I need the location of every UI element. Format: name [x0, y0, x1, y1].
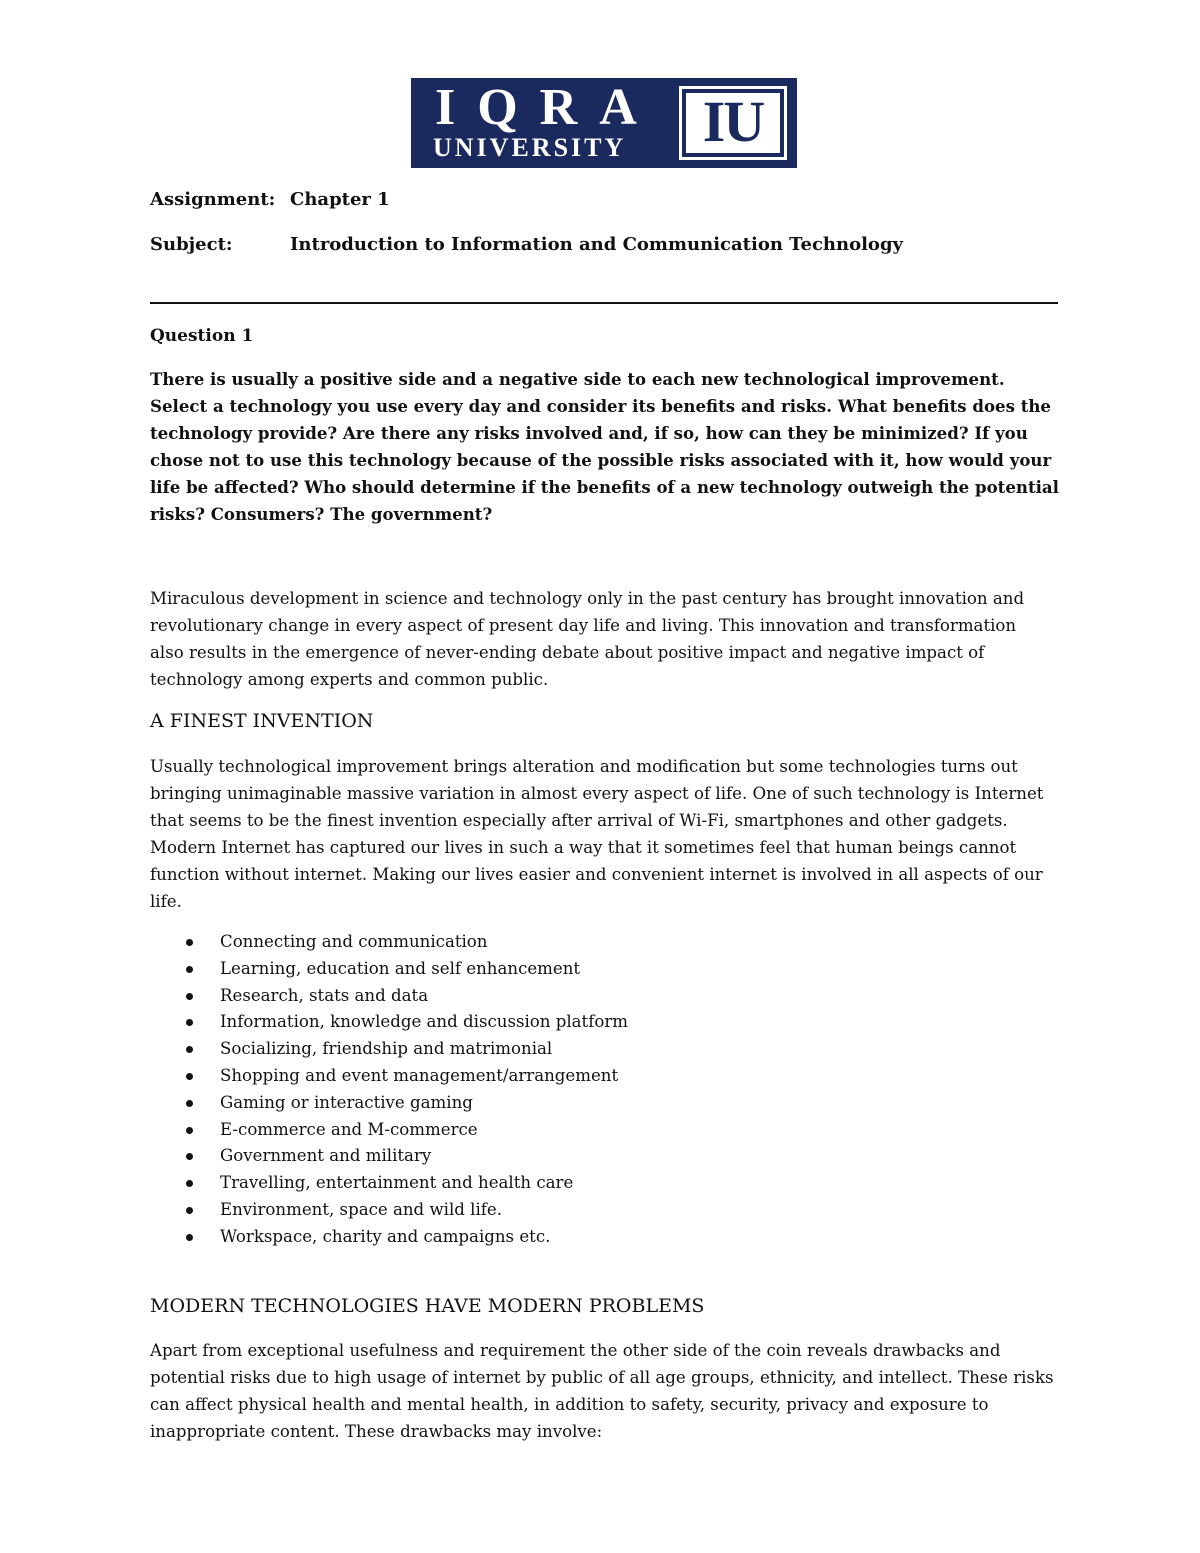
list-item: Travelling, entertainment and health care [150, 1170, 628, 1197]
bullet-icon [186, 966, 193, 973]
list-item: Learning, education and self enhancement [150, 956, 628, 983]
list-item: Shopping and event management/arrangement [150, 1063, 628, 1090]
bullet-icon [186, 1100, 193, 1107]
bullet-icon [186, 993, 193, 1000]
bullet-icon [186, 1153, 193, 1160]
list-item: Environment, space and wild life. [150, 1197, 628, 1224]
list-item: Government and military [150, 1143, 628, 1170]
university-logo [411, 78, 797, 168]
benefits-list [150, 929, 628, 1251]
subject-field [150, 233, 903, 257]
bullet-icon [186, 1046, 193, 1053]
section2-heading: MODERN TECHNOLOGIES HAVE MODERN PROBLEMS [150, 1295, 705, 1317]
section2-paragraph: Apart from exceptional usefulness and requirement the other side of the coin reveals drawbacks and potential risks due to high usage of internet by public of all age groups, ethnicity, and intellect. These risks can affect physical health and mental health, in addition to safety, security, privacy and exposure to inappropriate content. These drawbacks may involve: [150, 1341, 1054, 1441]
bullet-icon [186, 1234, 193, 1241]
subject-value: Introduction to Information and Communication Technology [290, 234, 903, 255]
question-text: There is usually a positive side and a negative side to each new technological improvement. Select a technology you use every day and consider its benefits and risks. What benefits does the technology provide? Are there any risks involved and, if so, how can they be minimized? If you chose not to use this technology because of the possible risks associated with it, how would your life be affected? Who should determine if the benefits of a new technology outweigh the potential risks? Consumers? The government? [150, 369, 1059, 524]
logo-iu-mark [679, 86, 787, 160]
section1-heading: A FINEST INVENTION [150, 710, 374, 732]
assignment-value: Chapter 1 [290, 189, 390, 210]
list-item: Socializing, friendship and matrimonial [150, 1036, 628, 1063]
logo-university-text: UNIVERSITY [433, 133, 627, 162]
assignment-field [150, 188, 390, 212]
intro-paragraph: Miraculous development in science and technology only in the past century has brought innovation and revolutionary change in every aspect of present day life and living. This innovation and transformation also results in the emergence of never-ending debate about positive impact and negative impact of technology among experts and common public. [150, 589, 1025, 689]
assignment-label: Assignment: [150, 189, 276, 210]
subject-label: Subject: [150, 234, 233, 255]
list-item: Information, knowledge and discussion platform [150, 1009, 628, 1036]
logo-iu-letters: IU [686, 93, 780, 153]
bullet-icon [186, 1180, 193, 1187]
logo-iqra-text: IQRA [435, 79, 659, 136]
question-title: Question 1 [150, 326, 254, 346]
list-item: Research, stats and data [150, 983, 628, 1010]
bullet-icon [186, 1019, 193, 1026]
bullet-icon [186, 1127, 193, 1134]
bullet-icon [186, 1207, 193, 1214]
header-divider [150, 302, 1058, 304]
bullet-icon [186, 939, 193, 946]
list-item: Workspace, charity and campaigns etc. [150, 1224, 628, 1251]
list-item: Connecting and communication [150, 929, 628, 956]
list-item: E-commerce and M-commerce [150, 1117, 628, 1144]
section1-paragraph: Usually technological improvement brings alteration and modification but some technologies turns out bringing unimaginable massive variation in almost every aspect of life. One of such technology is Internet that seems to be the finest invention especially after arrival of Wi-Fi, smartphones and other gadgets. Modern Internet has captured our lives in such a way that it sometimes feel that human beings cannot function without internet. Making our lives easier and convenient internet is involved in all aspects of our life. [150, 757, 1044, 911]
bullet-icon [186, 1073, 193, 1080]
list-item: Gaming or interactive gaming [150, 1090, 628, 1117]
